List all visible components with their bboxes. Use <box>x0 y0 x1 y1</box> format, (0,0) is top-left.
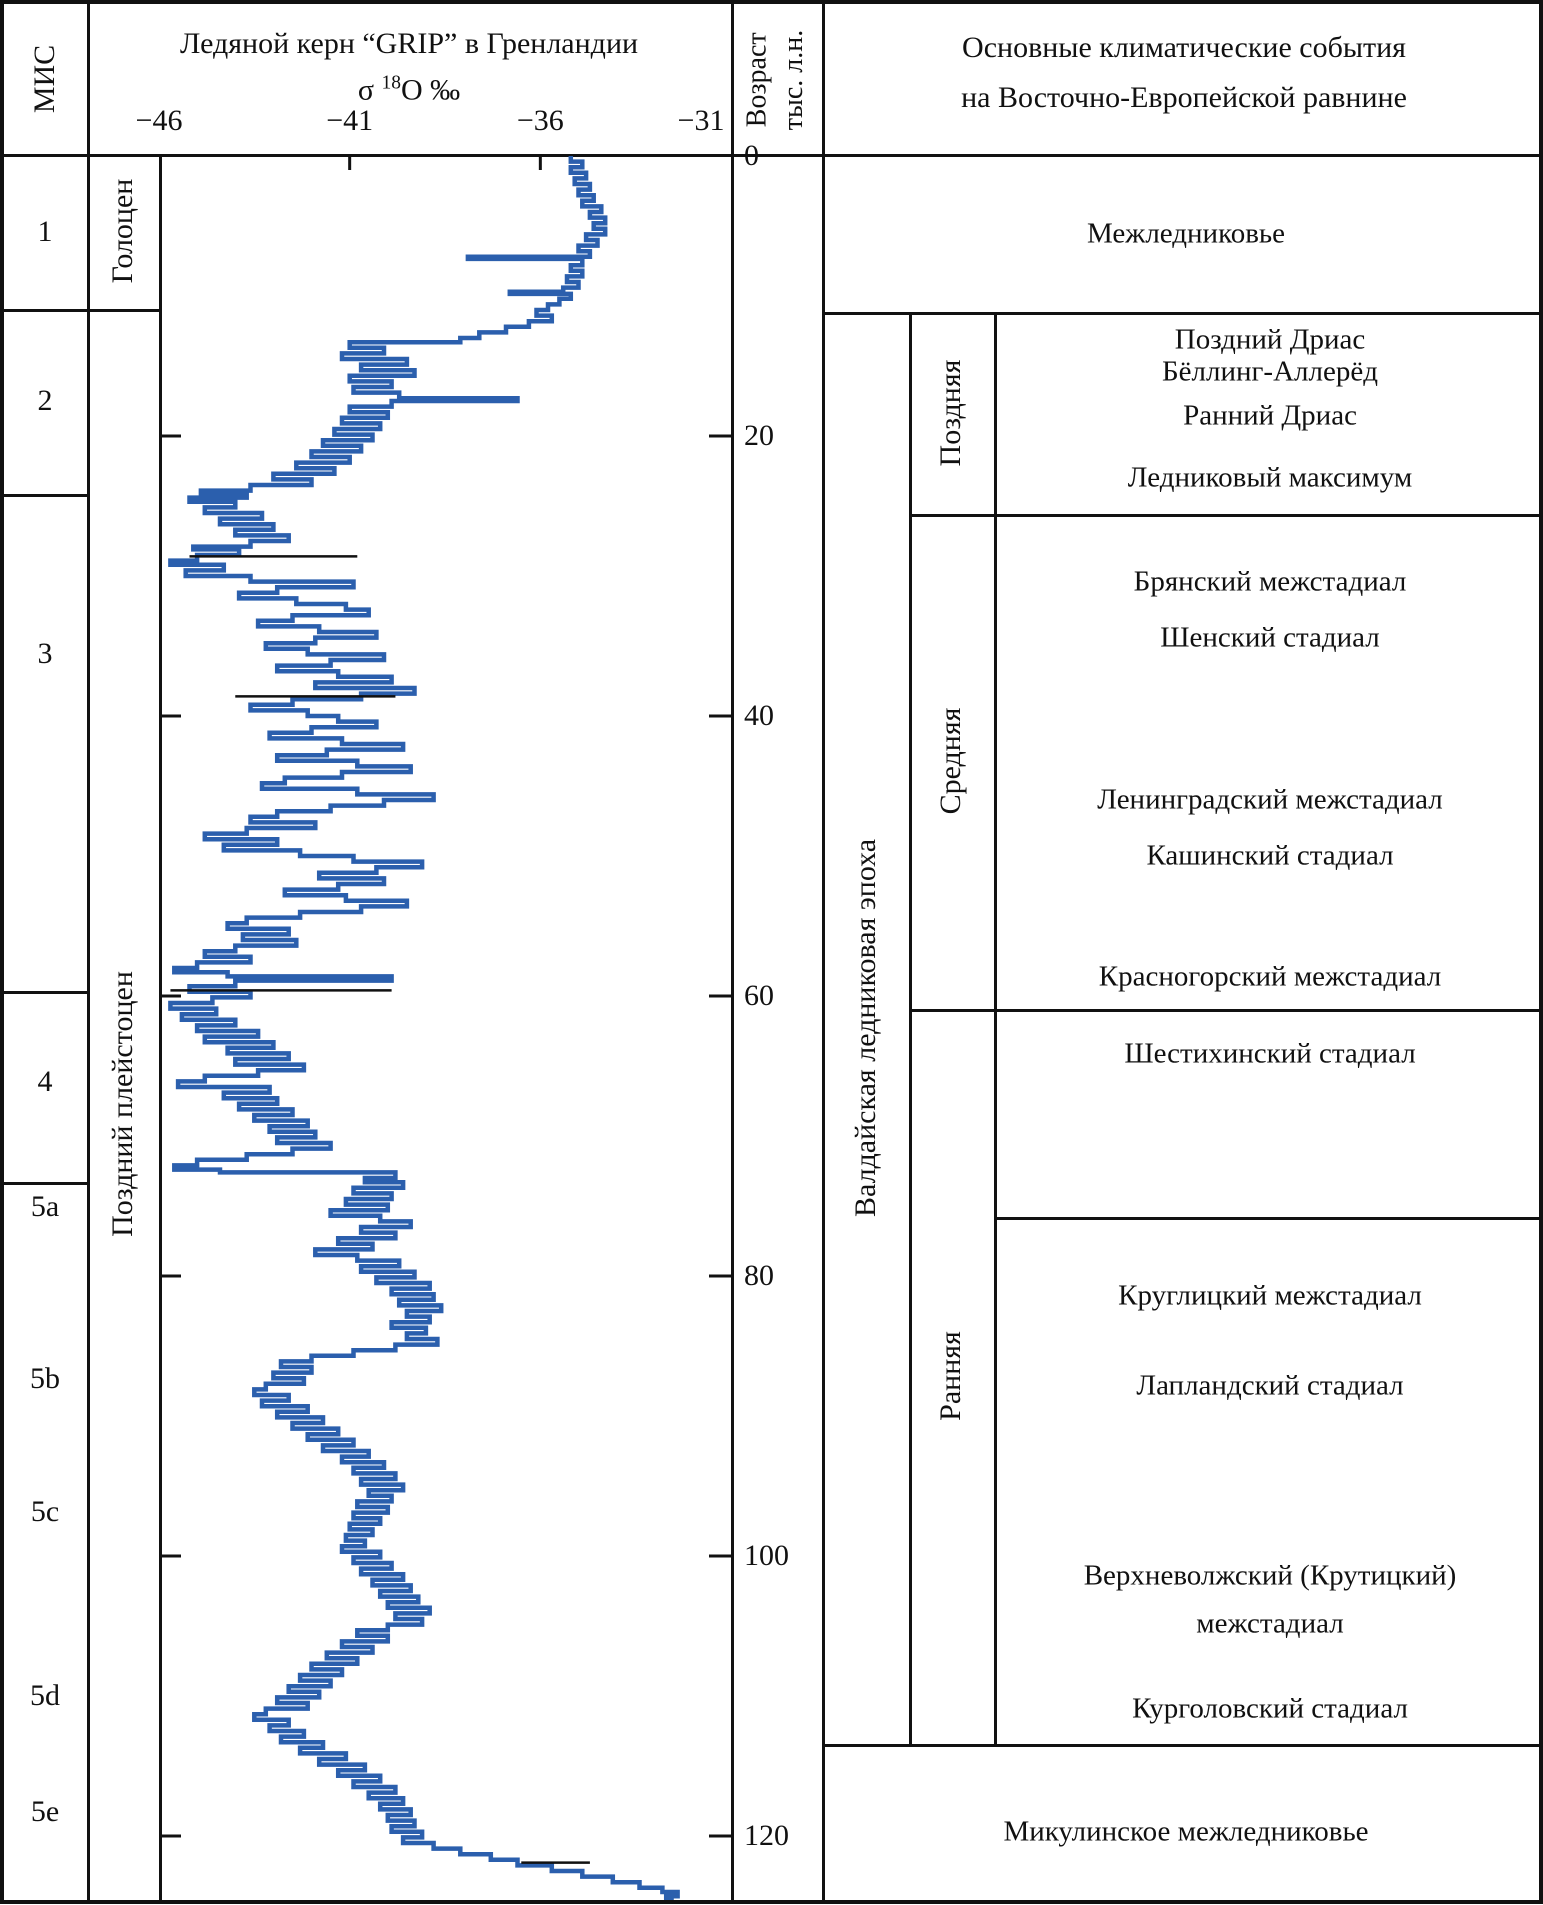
epoch-late-pleistocene: Поздний плейстоцен <box>106 971 139 1237</box>
mis-row-5a: 5a <box>30 1190 60 1223</box>
mis-row-5e: 5e <box>30 1795 60 1828</box>
stage-middle: Средняя <box>934 707 967 815</box>
mis3-bottom-line <box>4 991 87 994</box>
divider-agecolumn-panel <box>822 4 825 1900</box>
mis-row-2: 2 <box>37 384 53 417</box>
events-header-line2: на Восточно-Европейской равнине <box>961 81 1407 114</box>
grip-curve-path <box>170 156 677 1899</box>
event-kurgolovo: Курголовский стадиал <box>1132 1692 1408 1725</box>
x-tick-label: −36 <box>516 104 564 137</box>
grip-curve-plot <box>159 154 731 1900</box>
divider-stage-events <box>994 312 997 1744</box>
x-tick-label: −46 <box>135 104 183 137</box>
mis-row-3: 3 <box>37 637 53 670</box>
event-krasnogorsk: Красногорский межстадиал <box>1098 960 1442 993</box>
mis-column-header: МИС <box>28 44 61 114</box>
event-verkhnevolzhsky-line1: Верхневолжский (Крутицкий) <box>1083 1559 1457 1592</box>
divider-plot-agecolumn <box>731 4 734 1900</box>
mis-row-4: 4 <box>37 1065 53 1098</box>
mis-row-5b: 5b <box>30 1362 60 1395</box>
mis-row-1: 1 <box>37 215 53 248</box>
interglacial-bottom-line <box>822 312 1539 315</box>
epoch-holocene: Голоцен <box>106 178 139 284</box>
chart-subtitle: σ $^{18}$O ‰ <box>357 72 461 107</box>
event-kashin: Кашинский стадиал <box>1146 839 1394 872</box>
chart-title: Ледяной керн “GRIP” в Гренландии <box>179 27 639 60</box>
event-shestikhino: Шестихинский стадиал <box>1124 1037 1416 1070</box>
age-axis-header: Возраст тыс. л.н. <box>741 29 809 131</box>
mis1-bottom-line <box>4 309 159 312</box>
age-tick-label: 60 <box>744 979 774 1012</box>
event-shensk: Шенский стадиал <box>1160 621 1380 654</box>
x-tick-label: −41 <box>326 104 374 137</box>
events-header-line1: Основные климатические события <box>962 31 1406 64</box>
late-middle-line <box>909 514 1539 517</box>
event-leningrad: Ленинградский межстадиал <box>1097 783 1443 816</box>
age-tick-label: 120 <box>744 1819 789 1852</box>
valdai-epoch-label: Валдайская ледниковая эпоха <box>849 838 882 1218</box>
age-tick-label: 20 <box>744 419 774 452</box>
stage-late: Поздняя <box>934 359 967 467</box>
event-verkhnevolzhsky-line2: межстадиал <box>1196 1607 1344 1640</box>
age-tick-label: 0 <box>744 139 759 172</box>
event-lapland: Лапландский стадиал <box>1136 1369 1404 1402</box>
mis-row-5d: 5d <box>30 1679 60 1712</box>
event-glacial-maximum: Ледниковый максимум <box>1127 461 1413 494</box>
event-kruglitsa: Круглицкий межстадиал <box>1118 1279 1422 1312</box>
event-bryansk: Брянский межстадиал <box>1133 565 1407 598</box>
age-tick-label: 80 <box>744 1259 774 1292</box>
event-early-dryas: Ранний Дриас <box>1183 399 1357 432</box>
event-interglacial: Межледниковье <box>1087 217 1285 250</box>
divider-mis-column <box>87 4 90 1900</box>
age-tick-label: 100 <box>744 1539 789 1572</box>
grip-curve-svg <box>159 154 731 1900</box>
age-tick-label: 40 <box>744 699 774 732</box>
x-tick-label: −31 <box>677 104 725 137</box>
mis2-bottom-line <box>4 494 87 497</box>
valdai-mikulino-line <box>822 1744 1539 1747</box>
event-mikulino: Микулинское межледниковье <box>1003 1815 1369 1848</box>
divider-valdai-stage <box>909 312 912 1744</box>
event-late-dryas: Поздний Дриас <box>1174 323 1366 356</box>
middle-early-line <box>909 1009 1539 1012</box>
mis-row-5c: 5c <box>30 1495 60 1528</box>
event-bolling-allerod: Бёллинг-Аллерёд <box>1162 355 1378 388</box>
mis4-bottom-line <box>4 1182 87 1185</box>
stage-early: Ранняя <box>934 1331 967 1421</box>
shestikhino-bottom-line <box>994 1217 1539 1220</box>
